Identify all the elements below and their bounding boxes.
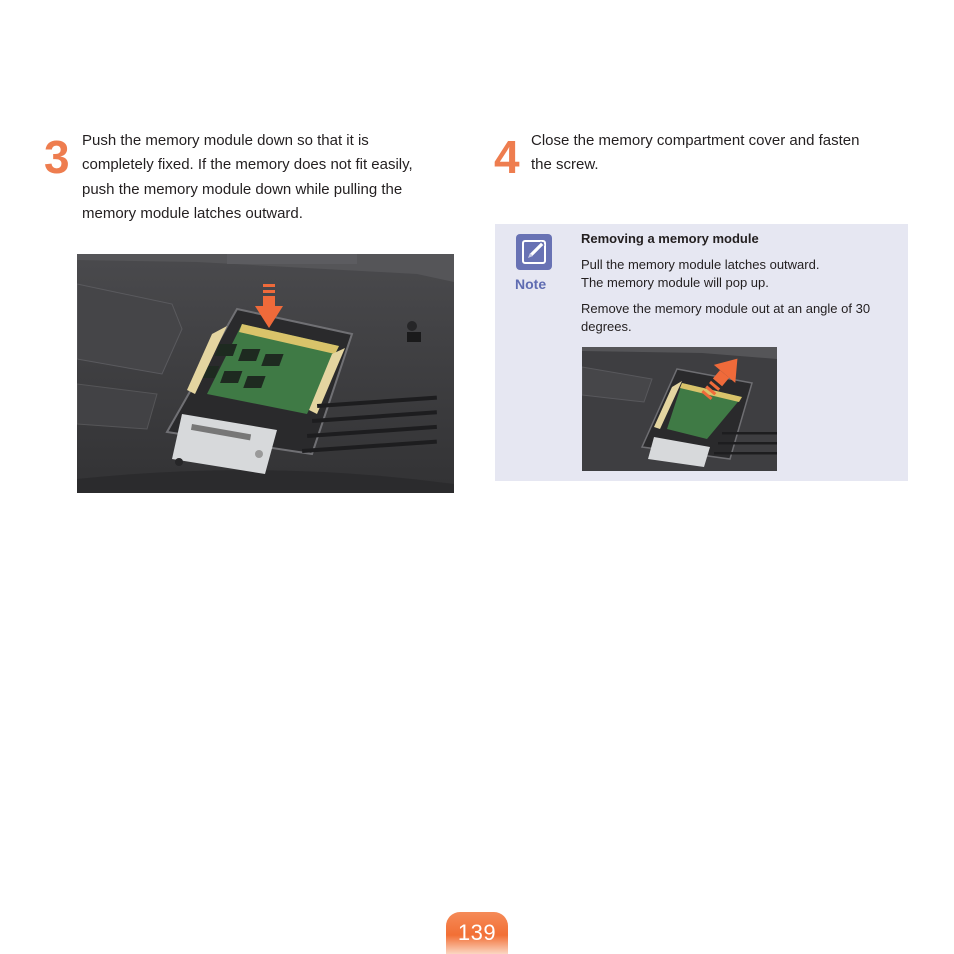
step-3-number: 3	[44, 131, 70, 183]
note-box	[495, 224, 908, 481]
step-3-line-3: push the memory module down while pulling the	[82, 180, 403, 198]
step-3-line-2: completely fixed. If the memory does not fit easily,	[82, 156, 413, 174]
step-3-line-1: Push the memory module down so that it is	[82, 132, 369, 149]
step-3-text	[82, 129, 452, 226]
note-title: Removing a memory module	[581, 231, 759, 246]
step-4-line-1: Close the memory compartment cover and fasten	[531, 132, 860, 149]
note-line-3: Remove the memory module out at an angle of 30	[581, 301, 871, 316]
note-photo	[582, 347, 777, 471]
note-line-4: degrees.	[581, 319, 632, 334]
note-label: Note	[515, 276, 547, 292]
page-number: 139	[457, 920, 497, 945]
laptop-memory-remove-illustration	[582, 347, 777, 471]
step-3-line-4: memory module latches outward.	[82, 204, 303, 222]
page-number-tab	[446, 912, 508, 954]
laptop-memory-insert-illustration	[77, 254, 454, 493]
pencil-note-icon	[516, 234, 552, 270]
step-3-photo	[77, 254, 454, 493]
step-4-text	[531, 129, 901, 178]
note-line-2: The memory module will pop up.	[581, 275, 769, 290]
note-line-1: Pull the memory module latches outward.	[581, 257, 820, 272]
step-4-line-2: the screw.	[531, 156, 599, 174]
step-4-number: 4	[494, 131, 520, 183]
